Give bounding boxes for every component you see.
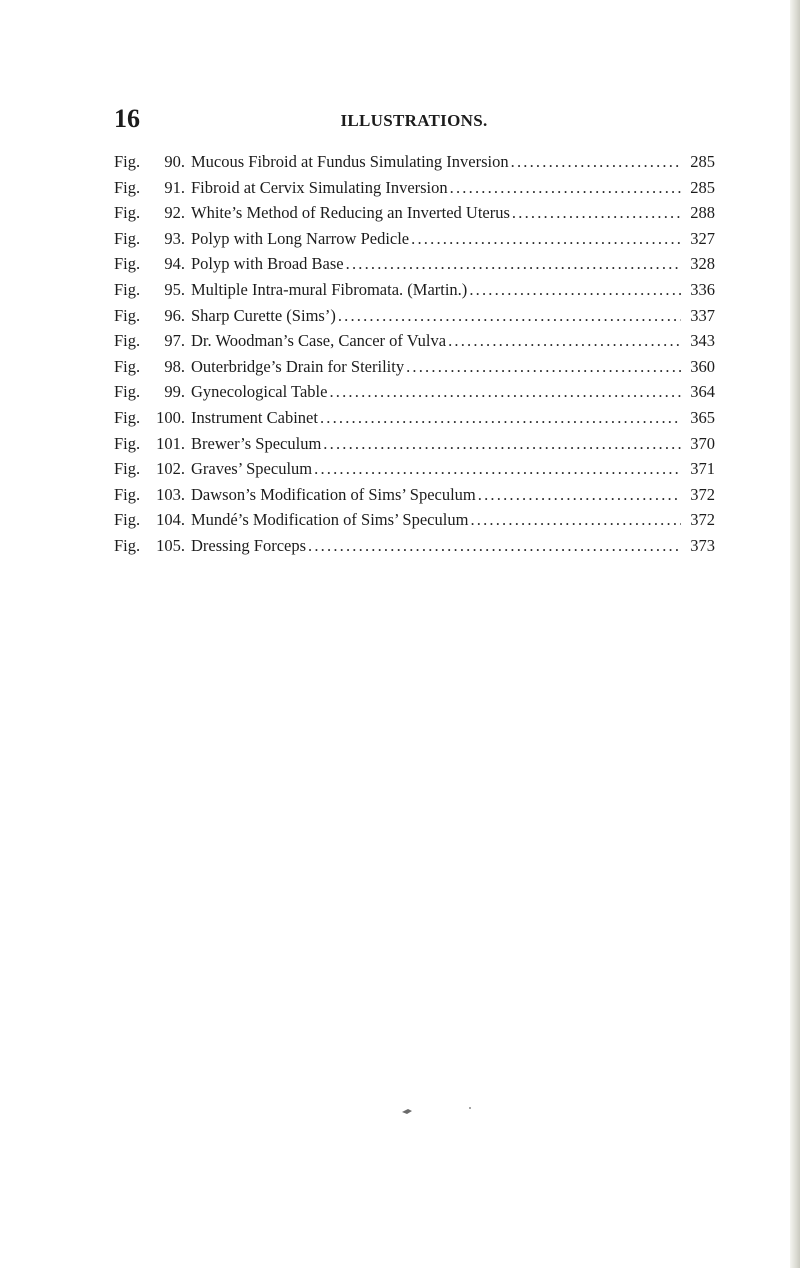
fig-page-number: 371 [690,459,715,479]
list-item [114,405,715,431]
fig-number: 104. [156,510,185,530]
list-item [114,303,715,329]
fig-title: Brewer’s Speculum [191,433,322,453]
fig-label: Fig. [114,177,141,197]
dot-leader [478,482,681,508]
list-item [114,328,715,354]
fig-label: Fig. [114,152,141,171]
fig-label: Fig. [114,510,141,530]
fig-number: 100. [156,407,185,427]
dot-leader [511,149,681,175]
list-item [114,354,715,380]
fig-title: Polyp with Broad Base [191,254,344,274]
dot-leader [346,251,681,277]
dot-leader [320,405,681,431]
fig-label: Fig. [114,382,141,402]
list-item [114,482,715,508]
fig-number: 99. [164,382,185,402]
fig-page-number: 372 [690,510,715,530]
fig-label: Fig. [114,535,141,555]
fig-title: Polyp with Long Narrow Pedicle [191,228,410,248]
fig-number: 96. [164,305,185,325]
fig-label: Fig. [114,407,141,427]
fig-title: Dawson’s Modification of Sims’ Speculum [191,484,476,504]
fig-title: Instrument Cabinet [191,407,318,427]
fig-number: 94. [164,254,185,274]
ink-smudge-mark [398,1104,478,1118]
dot-leader [329,379,681,405]
dot-leader [470,507,681,533]
fig-page-number: 370 [690,433,715,453]
dot-leader [338,303,681,329]
fig-page-number: 285 [690,177,715,197]
list-item [114,456,715,482]
list-item [114,431,715,457]
fig-number: 90. [164,152,185,171]
fig-title: Multiple Intra-mural Fibromata. (Martin.) [191,279,468,299]
scan-edge-shadow [790,0,800,1268]
fig-label: Fig. [114,484,141,504]
list-item [114,379,715,405]
fig-page-number: 365 [690,407,715,427]
fig-label: Fig. [114,279,141,299]
dot-leader [448,328,681,354]
list-item [114,251,715,277]
fig-title: Mundé’s Modification of Sims’ Speculum [191,510,469,530]
fig-label: Fig. [114,459,141,479]
fig-number: 91. [164,177,185,197]
list-item [114,175,715,201]
dot-leader [512,200,681,226]
dot-leader [469,277,681,303]
fig-number: 93. [164,228,185,248]
fig-number: 95. [164,279,185,299]
fig-number: 105. [156,535,185,555]
fig-label: Fig. [114,305,141,325]
page-header [114,104,714,134]
page-number: 16 [114,104,140,133]
fig-page-number: 343 [690,331,715,351]
fig-page-number: 372 [690,484,715,504]
fig-page-number: 288 [690,203,715,223]
fig-title: Dressing Forceps [191,535,307,555]
fig-title: Dr. Woodman’s Case, Cancer of Vulva [191,331,447,351]
list-item [114,226,715,252]
fig-title: White’s Method of Reducing an Inverted Uterus [191,203,510,223]
fig-number: 102. [156,459,185,479]
list-item [114,149,715,175]
illustrations-list [114,149,715,559]
fig-number: 97. [164,331,185,351]
fig-label: Fig. [114,433,141,453]
dot-leader [411,226,681,252]
fig-page-number: 360 [690,356,715,376]
fig-page-number: 336 [690,279,715,299]
dot-leader [406,354,681,380]
fig-number: 92. [164,203,185,223]
fig-title: Mucous Fibroid at Fundus Simulating Inversion [191,152,509,171]
dot-leader [323,431,681,457]
fig-page-number: 337 [690,305,715,325]
fig-number: 101. [156,433,185,453]
fig-label: Fig. [114,203,141,223]
fig-page-number: 285 [690,152,715,171]
fig-page-number: 327 [690,228,715,248]
fig-label: Fig. [114,331,141,351]
fig-number: 98. [164,356,185,376]
fig-label: Fig. [114,356,141,376]
dot-leader [314,456,681,482]
fig-number: 103. [156,484,185,504]
fig-title: Outerbridge’s Drain for Sterility [191,356,405,376]
list-item [114,507,715,533]
list-item [114,200,715,226]
list-item [114,533,715,559]
page-title: ILLUSTRATIONS. [340,111,488,130]
fig-title: Sharp Curette (Sims’) [191,305,336,325]
fig-title: Graves’ Speculum [191,459,313,479]
fig-page-number: 328 [690,254,715,274]
dot-leader [308,533,681,559]
fig-label: Fig. [114,254,141,274]
fig-label: Fig. [114,228,141,248]
fig-title: Fibroid at Cervix Simulating Inversion [191,177,448,197]
dot-leader [450,175,681,201]
fig-page-number: 364 [690,382,715,402]
fig-title: Gynecological Table [191,382,328,402]
fig-page-number: 373 [690,535,715,555]
list-item [114,277,715,303]
